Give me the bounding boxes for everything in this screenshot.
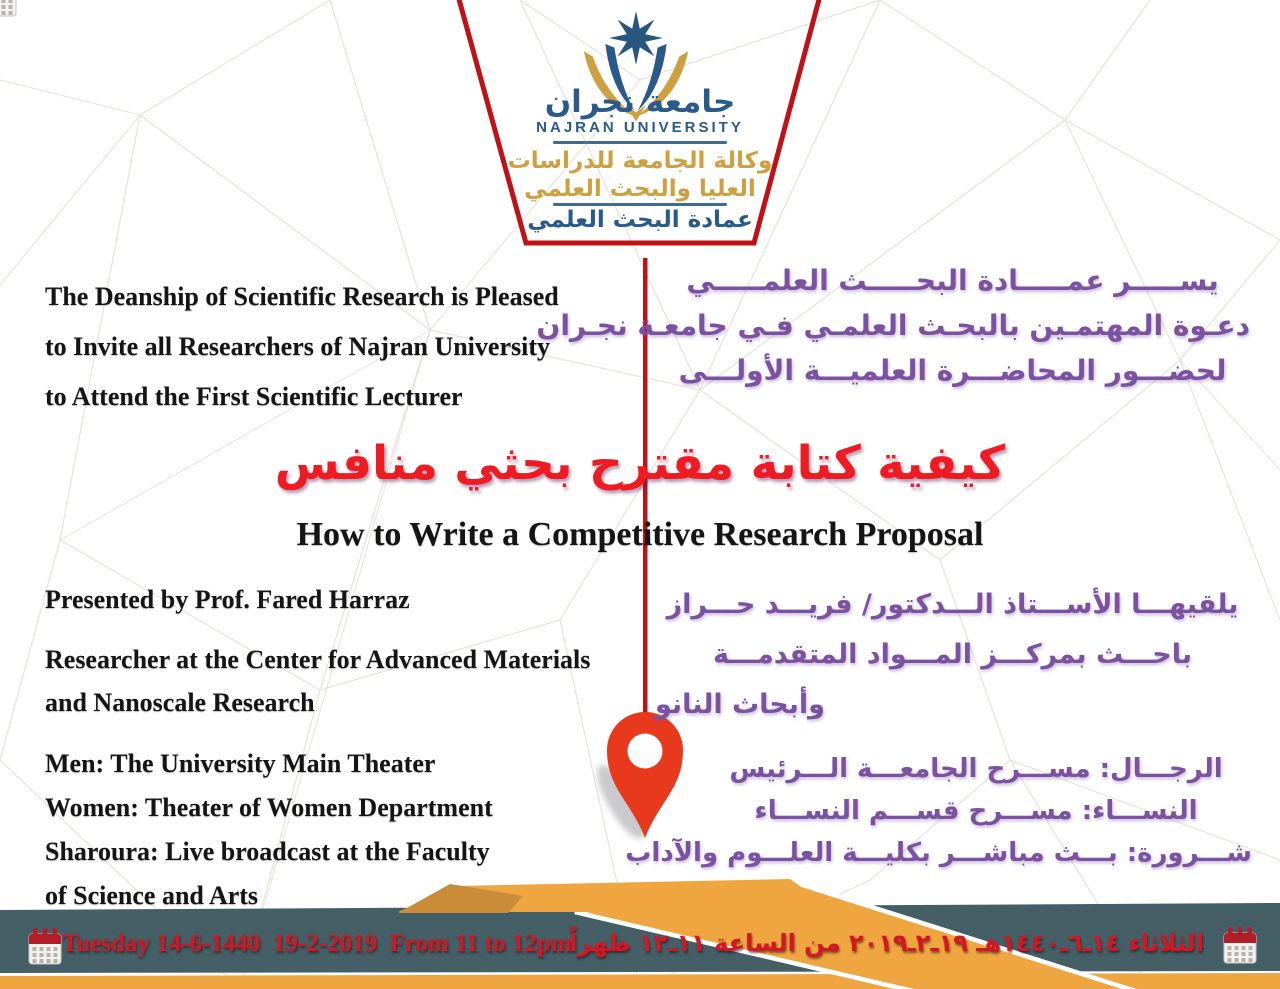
- logo-divider-bottom: [553, 203, 727, 206]
- logo-agency-line2: العليا والبحث العلمي: [524, 176, 756, 202]
- lecture-title-english: How to Write a Competitive Research Proposal: [296, 516, 984, 553]
- invitation-en-line3: to Attend the First Scientific Lecturer: [45, 382, 463, 411]
- calendar-icon-right: [1224, 927, 1256, 963]
- invitation-ar-line3: لحضـــور المحاضـــرة العلميـــة الأولـــى: [678, 354, 1227, 387]
- venue-arabic: [625, 748, 1252, 874]
- najran-logo-star-icon: [609, 11, 663, 65]
- venue-ar-line1: الرجـــال: مســـرح الجامعـــة الـــرئيس: [729, 754, 1223, 784]
- venue-en-line1: Men: The University Main Theater: [45, 749, 436, 778]
- presenter-affiliation: [45, 638, 590, 724]
- venue-ar-line2: النســـاء: مســـرح قســـم النســـاء: [754, 796, 1198, 826]
- invitation-english: [45, 272, 559, 422]
- invitation-ar-line2: دعـوة المهتمـين بالبحـث العلمـي فـي جامعـة نجـران: [536, 309, 1250, 342]
- invitation-en-line1: The Deanship of Scientific Research is Pleased: [45, 282, 559, 311]
- logo-english-name: NAJRAN UNIVERSITY: [536, 119, 744, 136]
- presenter-ar-line2: باحـــث بمركـــز المـــواد المتقدمـــة: [713, 639, 1192, 670]
- venue-en-line2: Women: Theater of Women Department: [45, 793, 493, 822]
- footer-datetime-english: Tuesday 14-6-1440 19-2-2019 From 11 to 12pm: [62, 930, 572, 957]
- affiliation-line2: and Nanoscale Research: [45, 688, 315, 717]
- venue-en-line4: of Science and Arts: [45, 881, 259, 910]
- presenter-arabic: [655, 580, 1250, 730]
- presenter-ar-line3: وأبحاث النانو: [655, 689, 825, 720]
- invitation-en-line2: to Invite all Researchers of Najran University: [45, 332, 550, 361]
- lecture-title-arabic: كيفية كتابة مقترح بحثي منافس: [274, 436, 1006, 491]
- affiliation-line1: Researcher at the Center for Advanced Materials: [45, 645, 591, 674]
- logo-deanship: عمادة البحث العلمي: [527, 207, 753, 233]
- logo-arabic-name: جامعة نجران: [544, 84, 736, 120]
- invitation-arabic: [536, 258, 1250, 393]
- logo-divider-top: [553, 141, 727, 144]
- venue-en-line3: Sharoura: Live broadcast at the Faculty: [45, 837, 490, 866]
- presented-by-line: Presented by Prof. Fared Harraz: [45, 585, 410, 614]
- venue-ar-line3: شـــرورة: بـــث مباشـــر بكليـــة العلـــوم والآداب: [625, 838, 1252, 868]
- presenter-ar-line1: يلقيهـــا الأســـتاذ الـــدكتور/ فريـــد حـــراز: [666, 589, 1239, 620]
- venue-english: [45, 742, 493, 918]
- calendar-icon-left: [29, 928, 61, 964]
- logo-agency-line1: وكالة الجامعة للدراسات: [507, 148, 773, 174]
- footer-datetime-arabic: الثلاثاء ١٤ـ٦ـ١٤٤٠هـ ١٩ـ٢ـ٢٠١٩ من الساعة ١١ـ١٢ ظهراً: [569, 929, 1204, 957]
- invitation-ar-line1: يســـــر عمـــــادة البحـــــث العلمـــــي: [686, 264, 1219, 297]
